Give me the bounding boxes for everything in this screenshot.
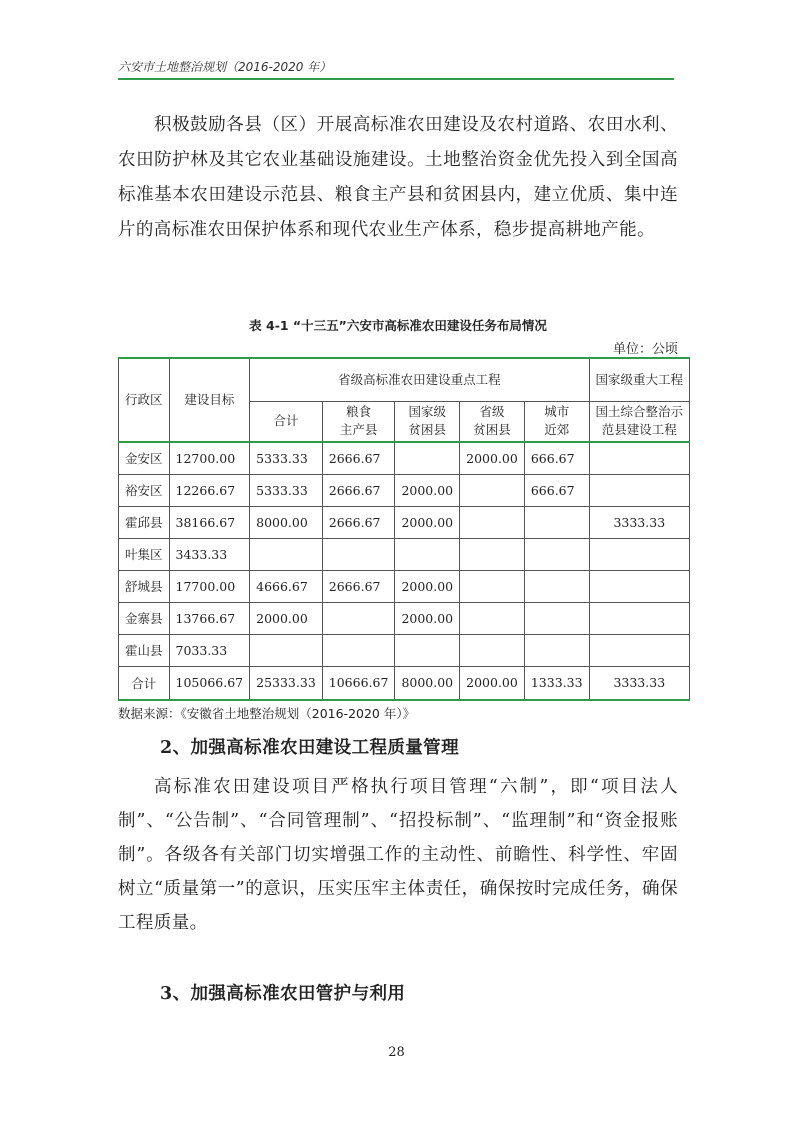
table-cell-value xyxy=(322,634,395,666)
table-cell-value: 2000.00 xyxy=(395,570,460,602)
table-cell-value: 2666.67 xyxy=(322,570,395,602)
table-cell-value xyxy=(460,570,525,602)
table-row xyxy=(119,442,690,474)
table-cell-value: 4666.67 xyxy=(250,570,323,602)
table-cell-value xyxy=(589,538,690,570)
table-cell-district: 霍邱县 xyxy=(119,506,170,538)
header-total: 合计 xyxy=(250,401,323,442)
header-national-poor-county: 国家级 贫困县 xyxy=(395,401,460,442)
table-cell-district: 叶集区 xyxy=(119,538,170,570)
header-district: 行政区 xyxy=(119,358,170,442)
table-cell-value xyxy=(589,570,690,602)
table-cell-value: 2000.00 xyxy=(250,602,323,634)
table-cell-value xyxy=(395,538,460,570)
table-cell-district: 霍山县 xyxy=(119,634,170,666)
table-cell-value: 5333.33 xyxy=(250,442,323,474)
header-target: 建设目标 xyxy=(169,358,250,442)
table-row xyxy=(119,634,690,666)
section-2-heading: 2、加强高标准农田建设工程质量管理 xyxy=(160,738,459,758)
table-cell-value xyxy=(524,634,589,666)
table-cell-value: 7033.33 xyxy=(169,634,250,666)
table-cell-value: 2000.00 xyxy=(395,506,460,538)
table-cell-district: 金寨县 xyxy=(119,602,170,634)
table-row xyxy=(119,538,690,570)
table-cell-value xyxy=(395,634,460,666)
table-cell-district: 裕安区 xyxy=(119,474,170,506)
section-2-paragraph: 高标准农田建设项目严格执行项目管理“六制”，即“项目法人制”、“公告制”、“合同管理制”、“招投标制”、“监理制”和“资金报账制”。各级各有关部门切实增强工作的主动性、前瞻性、科学性、牢固树立“质量第一”的意识，压实压牢主体责任，确保按时完成任务，确保工程质量。 xyxy=(118,777,678,933)
table-cell-value: 3333.33 xyxy=(589,666,690,700)
table-cell-district: 合计 xyxy=(119,666,170,700)
table-cell-value xyxy=(524,570,589,602)
header-demo-county: 国土综合整治示 范县建设工程 xyxy=(589,401,690,442)
header-grain-county: 粮食 主产县 xyxy=(322,401,395,442)
table-row xyxy=(119,666,690,700)
table-cell-value: 8000.00 xyxy=(395,666,460,700)
table-row xyxy=(119,474,690,506)
table-cell-value xyxy=(460,602,525,634)
table-cell-value xyxy=(250,538,323,570)
table-unit: 单位：公顷 xyxy=(612,342,678,357)
table-cell-value: 13766.67 xyxy=(169,602,250,634)
table-cell-value: 12700.00 xyxy=(169,442,250,474)
table-cell-value: 666.67 xyxy=(524,474,589,506)
table-cell-value: 1333.33 xyxy=(524,666,589,700)
table-cell-value xyxy=(524,602,589,634)
table-row xyxy=(119,602,690,634)
table-row xyxy=(119,570,690,602)
section-3-heading: 3、加强高标准农田管护与利用 xyxy=(160,984,406,1004)
header-rule xyxy=(118,78,674,80)
table-source-note: 数据来源：《安徽省土地整治规划（2016-2020 年）》 xyxy=(118,706,416,721)
table-cell-value xyxy=(322,538,395,570)
running-header: 六安市土地整治规划（2016-2020 年） xyxy=(118,60,332,74)
farmland-task-table xyxy=(118,357,690,701)
header-national-group: 国家级重大工程 xyxy=(589,358,690,401)
table-cell-value xyxy=(524,538,589,570)
table-cell-value: 2666.67 xyxy=(322,442,395,474)
table-cell-value xyxy=(589,474,690,506)
table-cell-value: 3333.33 xyxy=(589,506,690,538)
table-cell-value xyxy=(250,634,323,666)
table-cell-value xyxy=(589,442,690,474)
table-cell-value: 105066.67 xyxy=(169,666,250,700)
table-cell-value xyxy=(460,634,525,666)
table-cell-value xyxy=(589,602,690,634)
table-cell-value: 666.67 xyxy=(524,442,589,474)
table-caption: 表 4-1 “十三五”六安市高标准农田建设任务布局情况 xyxy=(249,318,547,333)
table-cell-value xyxy=(395,442,460,474)
table-cell-value: 2000.00 xyxy=(395,474,460,506)
table-cell-value xyxy=(460,538,525,570)
table-cell-value xyxy=(322,602,395,634)
table-cell-value: 2000.00 xyxy=(460,666,525,700)
table-cell-value: 5333.33 xyxy=(250,474,323,506)
table-cell-district: 舒城县 xyxy=(119,570,170,602)
table-cell-value: 10666.67 xyxy=(322,666,395,700)
paragraph-intro: 积极鼓励各县（区）开展高标准农田建设及农村道路、农田水利、农田防护林及其它农业基础设施建设。土地整治资金优先投入到全国高标准基本农田建设示范县、粮食主产县和贫困县内，建立优质、集中连片的高标准农田保护体系和现代农业生产体系，稳步提高耕地产能。 xyxy=(118,115,678,240)
table-cell-value: 8000.00 xyxy=(250,506,323,538)
table-cell-value: 25333.33 xyxy=(250,666,323,700)
table-cell-value: 3433.33 xyxy=(169,538,250,570)
table-cell-value: 2000.00 xyxy=(460,442,525,474)
table-cell-value xyxy=(460,474,525,506)
table-cell-district: 金安区 xyxy=(119,442,170,474)
table-cell-value: 2000.00 xyxy=(395,602,460,634)
table-cell-value: 2666.67 xyxy=(322,474,395,506)
header-provincial-group: 省级高标准农田建设重点工程 xyxy=(250,358,589,401)
header-provincial-poor-county: 省级 贫困县 xyxy=(460,401,525,442)
table-cell-value xyxy=(524,506,589,538)
page-number: 28 xyxy=(388,1045,405,1060)
table-cell-value: 12266.67 xyxy=(169,474,250,506)
table-cell-value: 17700.00 xyxy=(169,570,250,602)
table-cell-value xyxy=(589,634,690,666)
table-cell-value: 2666.67 xyxy=(322,506,395,538)
table-row xyxy=(119,506,690,538)
table-cell-value: 38166.67 xyxy=(169,506,250,538)
table-cell-value xyxy=(460,506,525,538)
header-suburban: 城市 近郊 xyxy=(524,401,589,442)
